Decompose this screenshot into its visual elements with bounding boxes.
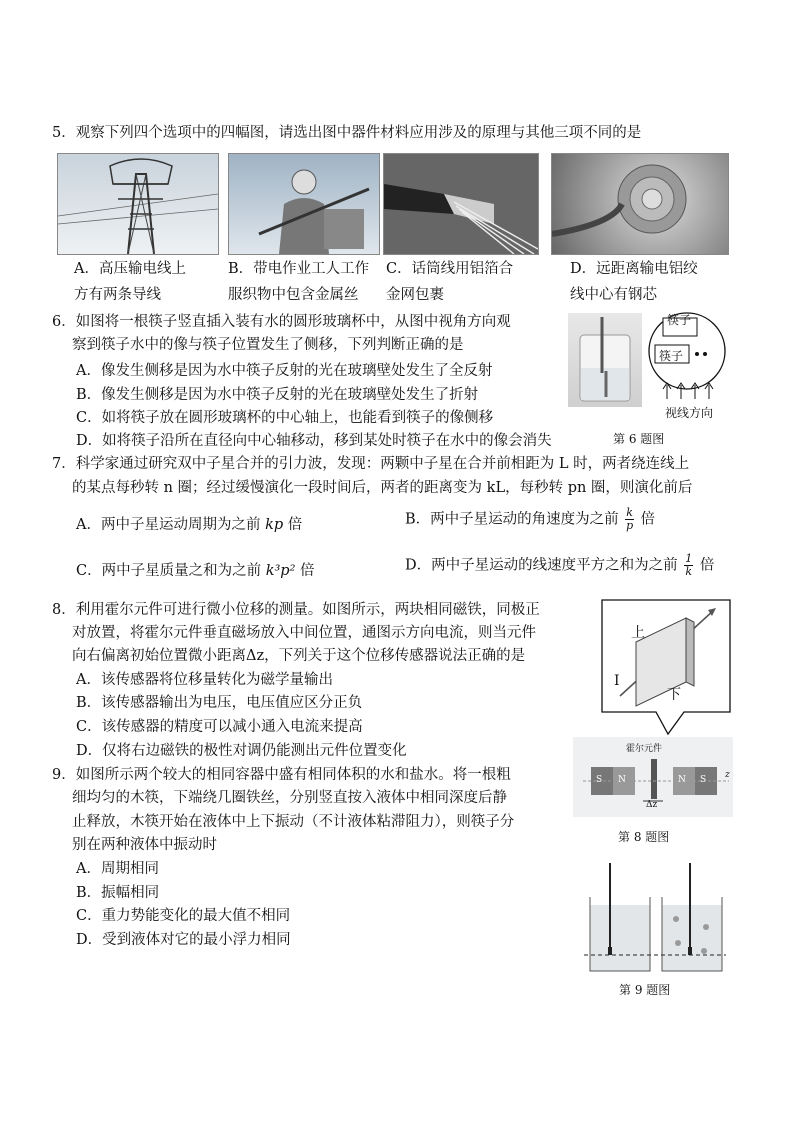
q6-fig-label-object: 筷子 <box>659 349 684 363</box>
q7-stem-line1: 7．科学家通过研究双中子星合并的引力波，发现：两颗中子星在合并前相距为 L 时，两者绕连线上 <box>52 456 690 472</box>
q5-option-a-line2: 方有两条导线 <box>74 287 161 303</box>
q8-fig-label-current: I <box>614 673 620 689</box>
q8-fig-label-hall: 霍尔元件 <box>626 744 663 754</box>
photo-glass-with-chopstick <box>568 313 642 407</box>
q5-stem: 5．观察下列四个选项中的四幅图，请选出图中器件材料应用涉及的原理与其他三项不同的是 <box>52 125 642 141</box>
q5-option-c-line2: 金网包裹 <box>386 287 444 303</box>
q9-option-c: C．重力势能变化的最大值不相同 <box>76 908 291 924</box>
q9-option-b: B．振幅相同 <box>76 885 160 901</box>
q7-option-b-text: B．两中子星运动的角速度为之前 <box>405 511 619 528</box>
q8-stem-line2: 对放置，将霍尔元件垂直磁场放入中间位置，通图示方向电流，则当元件 <box>72 625 536 641</box>
q8-fig-delta-z: Δz <box>646 800 658 810</box>
q8-fig-magnet-n1: N <box>618 775 626 785</box>
q5-option-c-line1: C．话筒线用铝箔合 <box>386 261 514 277</box>
q8-option-a: A．该传感器将位移量转化为磁学量输出 <box>76 672 333 688</box>
q8-fig-magnet-s2: S <box>700 775 707 785</box>
photo-mic-cable <box>383 153 539 255</box>
q9-figure-caption: 第 9 题图 <box>619 983 671 997</box>
q6-option-b: B．像发生侧移是因为水中筷子反射的光在玻璃壁处发生了折射 <box>76 387 479 403</box>
q8-option-c: C．该传感器的精度可以减小通入电流来提高 <box>76 719 363 735</box>
q7-option-d-text: D．两中子星运动的线速度平方之和为之前 <box>405 557 678 574</box>
q7-option-b-suffix: 倍 <box>640 511 656 528</box>
q8-figure-caption: 第 8 题图 <box>618 830 670 844</box>
q6-figure-caption: 第 6 题图 <box>613 432 665 446</box>
q7-option-d-denominator: k <box>685 565 693 578</box>
q6-option-a: A．像发生侧移是因为水中筷子反射的光在玻璃壁处发生了全反射 <box>76 363 493 379</box>
q6-stem-line2: 察到筷子水中的像与筷子位置发生了侧移，下列判断正确的是 <box>72 337 464 353</box>
q9-containers-diagram <box>580 857 730 975</box>
power-tower-illustration <box>58 154 218 254</box>
q7-option-a-suffix: 倍 <box>287 517 303 533</box>
glass-illustration <box>568 313 642 407</box>
q7-option-d <box>405 553 714 578</box>
q7-option-a <box>76 513 302 534</box>
q7-option-c-math: k³p² <box>265 563 296 579</box>
q6-fig-view-direction: 视线方向 <box>665 406 714 420</box>
q7-option-b-numerator: k <box>626 506 633 519</box>
q5-option-d-line1: D．远距离输电铝绞 <box>570 261 698 277</box>
q6-fig-label-image: 筷子 <box>667 313 692 327</box>
q8-option-d: D．仅将右边磁铁的极性对调仍能测出元件位置变化 <box>76 743 407 759</box>
q8-fig-magnet-s1: S <box>596 775 603 785</box>
q5-option-d-line2: 线中心有钢芯 <box>570 287 657 303</box>
q8-fig-axis-z: z <box>725 770 730 780</box>
q8-stem-line3: 向右偏离初始位置微小距离Δz，下列关于这个位移传感器说法正确的是 <box>72 648 526 664</box>
q7-option-c-suffix: 倍 <box>300 563 315 579</box>
q7-option-b-fraction <box>625 507 634 532</box>
q5-option-a-line1: A．高压输电线上 <box>74 261 186 277</box>
mic-cable-illustration <box>384 154 538 254</box>
q7-option-c-text: C．两中子星质量之和为之前 <box>76 563 262 579</box>
q9-stem-line4: 别在两种液体中振动时 <box>72 837 217 853</box>
photo-live-worker <box>228 153 380 255</box>
q7-option-b <box>405 507 655 532</box>
q8-stem-line1: 8．利用霍尔元件可进行微小位移的测量。如图所示，两块相同磁铁，同极正 <box>52 602 540 618</box>
q7-option-d-numerator: 1 <box>685 552 693 565</box>
q9-option-a: A．周期相同 <box>76 861 159 877</box>
q6-option-d: D．如将筷子沿所在直径向中心轴移动，移到某处时筷子在水中的像会消失 <box>76 433 552 449</box>
q8-fig-magnet-n2: N <box>678 775 686 785</box>
q8-fig-label-down: 下 <box>667 687 681 703</box>
q7-option-a-math: kp <box>265 517 284 533</box>
q7-option-d-suffix: 倍 <box>699 557 715 574</box>
q7-stem-line2: 的某点每秒转 n 圈；经过缓慢演化一段时间后，两者的距离变为 kL，每秒转 pn 圈，则演化前后 <box>72 480 693 496</box>
photo-steel-core-cable <box>551 153 729 255</box>
q7-option-a-text: A．两中子星运动周期为之前 <box>76 517 261 533</box>
q6-stem-line1: 6．如图将一根筷子竖直插入装有水的圆形玻璃杯中，从图中视角方向观 <box>52 314 511 330</box>
live-worker-illustration <box>229 154 379 254</box>
q9-option-d: D．受到液体对它的最小浮力相同 <box>76 932 291 948</box>
q5-option-b-line2: 服织物中包含金属丝 <box>228 287 359 303</box>
q9-stem-line2: 细均匀的木筷，下端绕几圈铁丝，分别竖直按入液体中相同深度后静 <box>72 790 507 806</box>
q8-option-b: B．该传感器输出为电压，电压值应区分正负 <box>76 695 363 711</box>
photo-power-tower <box>57 153 219 255</box>
q7-option-b-denominator: p <box>626 519 634 532</box>
steel-core-cable-illustration <box>552 154 728 254</box>
q7-option-d-fraction <box>684 553 693 578</box>
q5-option-b-line1: B．带电作业工人工作 <box>228 261 370 277</box>
q9-stem-line3: 止释放，木筷开始在液体中上下振动（不计液体粘滞阻力），则筷子分 <box>72 814 515 830</box>
q9-stem-line1: 9．如图所示两个较大的相同容器中盛有相同体积的水和盐水。将一根粗 <box>52 767 511 783</box>
q6-option-c: C．如将筷子放在圆形玻璃杯的中心轴上，也能看到筷子的像侧移 <box>76 410 494 426</box>
q7-option-c <box>76 559 315 580</box>
q8-hall-element-callout <box>598 596 734 736</box>
q8-fig-label-up: 上 <box>631 625 645 641</box>
